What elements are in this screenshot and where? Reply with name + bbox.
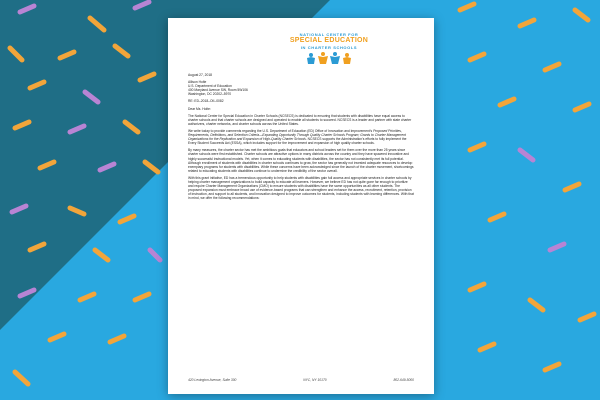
confetti-dash [470,284,484,290]
confetti-dash [470,144,484,150]
letter-reference: RE: ED–2018–OII–0082 [188,99,224,104]
logo-line1: NATIONAL CENTER FOR [299,32,359,37]
letter-salutation: Dear Ms. Holte: [188,106,211,111]
confetti-dash [545,64,559,70]
letter-body [188,73,414,200]
confetti-dash [480,344,494,350]
address-line: U.S. Department of Education [188,84,232,89]
confetti-dash [145,162,158,172]
confetti-dash [580,314,594,320]
confetti-dash [565,184,579,190]
confetti-dash [140,74,154,80]
paragraph-1: The National Center for Special Education in Charter Schools (NCSECS) is dedicated to ensuring that students with disabilities have equal access to charter schools and that charter schools are designed and operated to enable all students to succeed. NCSECS is a leader and partner with state charter authorizers, charter networks, and charter schools across the United States. [188,113,412,126]
confetti-dash [85,92,98,102]
paragraph-2-title: Proposed Priorities, Requirements, Definitions, and Selection Criteria—Expanding Opportunity Through Quality Charter Schools Program; Grants to Charter Management Organizations for the Replication and Expansion of High-Quality Charter Schools [188,128,406,142]
confetti-dash [500,99,514,105]
confetti-dash [80,294,94,300]
confetti-dash [10,48,22,60]
confetti-dash [95,250,108,260]
recipient-address [188,80,414,96]
address-line: Washington, DC 20202–5970 [188,92,232,97]
confetti-dash [20,6,34,12]
confetti-dash [12,206,26,212]
confetti-dash [545,364,559,370]
confetti-dash [15,122,29,128]
footer-city: NYC, NY 10170 [303,378,327,382]
confetti-dash [90,18,104,30]
confetti-dash [50,334,64,340]
paragraph-4: With this grant initiative, ED has a tremendous opportunity to help students with disabilities gain full access and appropriate services in charter schools by helping charter management organizations to build capacity to educate all learners. However, we believe ED has not quite gone far enough to prioritize and require Charter Management Organizations (CMO) to ensure students with disabilities have the same opportunities as all other students. The proposed expansion must embrace broad use of evidence-based programs that can strengthen and enhance the access, recruitment, retention, provision of instruction, and support to all students, and innovation designed to improve outcomes for students, including students with learning differences. With that in mind, we offer the following recommendations: [188,175,414,201]
confetti-dash [30,244,44,250]
paragraph-2-end: . NCSECS supports the Administration’s efforts to fully implement the Every Student Succeeds Act (ESSA), which includes support for the improvement and expansion of high quality charter schools. [188,137,407,146]
address-line: 400 Maryland Avenue SW, Room 5W106 [188,88,248,93]
logo-line2: SPECIAL EDUCATION [289,37,369,44]
confetti-dash [470,54,484,60]
confetti-dash [520,20,534,26]
confetti-dash [20,290,34,296]
confetti-dash [575,104,589,110]
confetti-dash [15,372,28,384]
confetti-dash [135,294,149,300]
confetti-dash [150,250,160,260]
letter-page [168,18,434,394]
confetti-dash [135,2,149,8]
footer-phone: 802-649-5000 [393,378,414,382]
confetti-dash [530,300,543,310]
confetti-dash [550,244,564,250]
ncsecs-logo [244,32,414,65]
confetti-dash [70,208,84,214]
paragraph-3: By many measures, the charter sector has met the ambitious goals that educators and school leaders set for them over the more than 25 years since charter schools were first established. Charter schools are attractive options in many districts across the country and they have spawned innovative and highly successful instructional models. Yet, when it comes to educating students with disabilities, the sector has not consistently met its full potential. Although enrollment of students with disabilities in charter schools continues to grow, the sector has generally not invested adequate resources to develop exemplary programs for students with disabilities. While these concerns have been acknowledged since the launch of the charter movement, shortcomings related to educating students with disabilities continue to undermine the credibility of the sector overall. [188,148,414,173]
logo-line3: IN CHARTER SCHOOLS [300,45,358,50]
confetti-dash [115,46,128,56]
confetti-dash [490,214,504,220]
confetti-dash [100,164,114,170]
confetti-dash [120,216,134,222]
logo-figures-icon [305,51,353,65]
confetti-dash [70,126,84,132]
confetti-dash [40,162,54,168]
paragraph-2-start: We write today to provide comments regarding the U.S. Department of Education (ED) Office of Innovation and Improvement’s [188,128,374,133]
confetti-dash [125,122,138,132]
paragraph-2 [188,129,414,145]
letter-date: August 27, 2018 [188,73,213,77]
letter-footer [188,378,414,382]
confetti-dash [30,82,44,88]
confetti-dash [575,10,588,20]
confetti-dash [520,150,533,160]
confetti-dash [60,52,74,58]
footer-address: 420 Lexington Avenue, Suite 300 [188,378,237,382]
confetti-dash [110,336,124,342]
confetti-dash [460,4,474,10]
address-line: Allison Holte [188,80,207,85]
